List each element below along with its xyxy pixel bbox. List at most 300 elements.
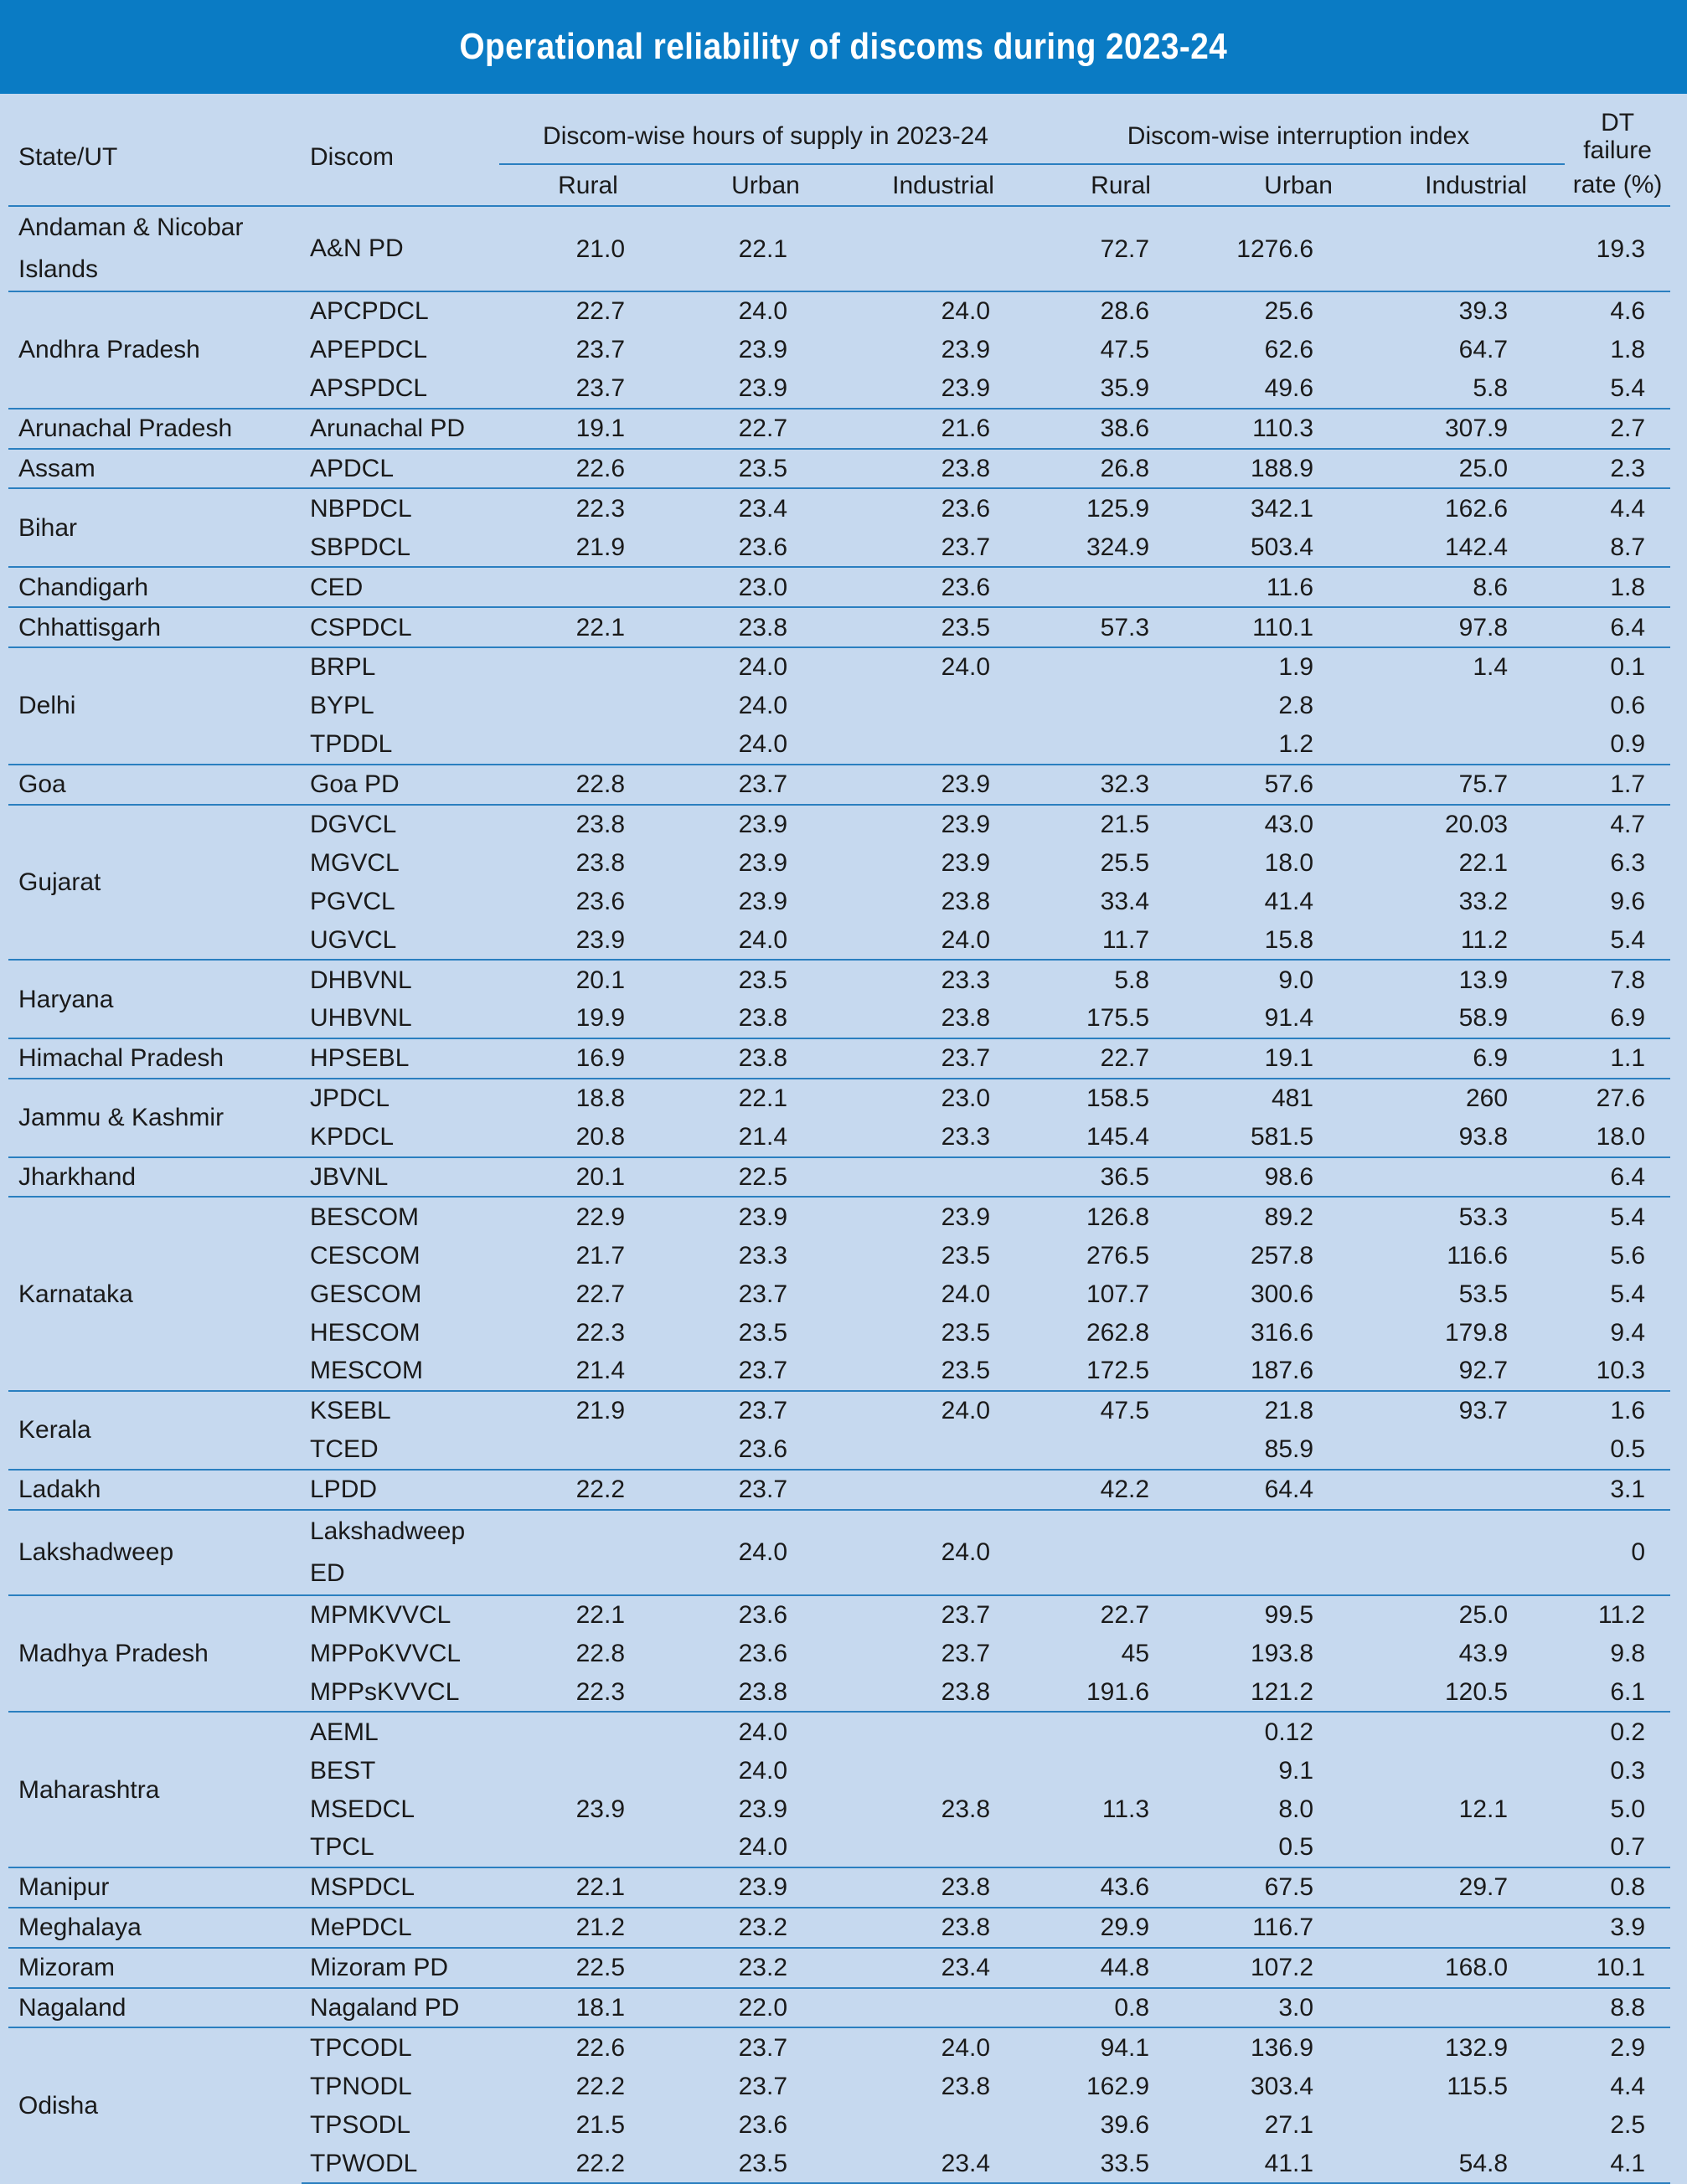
- interruption-rural-cell: 276.5: [1086, 1241, 1150, 1270]
- interruption-industrial-cell: 25.0: [1387, 449, 1565, 489]
- interruption-rural-cell: 145.4: [1086, 1123, 1150, 1151]
- interruption-industrial-cell: 1.4: [1387, 647, 1565, 687]
- interruption-rural-cell: 36.5: [1032, 1157, 1210, 1198]
- interruption-industrial-cell: 260: [1387, 1079, 1565, 1118]
- dt-failure-rate-cell: 5.4: [1610, 374, 1646, 403]
- state-cell: [8, 488, 302, 567]
- discom-cell: [302, 2105, 499, 2144]
- discom-name: Nagaland PD: [310, 1993, 460, 2022]
- supply-industrial-cell: 23.8: [854, 1908, 1032, 1948]
- interruption-urban-cell: 107.2: [1210, 1948, 1387, 1988]
- interruption-urban-cell: 116.7: [1210, 1908, 1387, 1948]
- interruption-urban-cell: 89.2: [1210, 1197, 1387, 1236]
- supply-rural-cell: 23.7: [575, 336, 625, 364]
- state-cell: [8, 1470, 302, 1510]
- header-interruption-industrial: Industrial: [1387, 164, 1565, 206]
- discom-name: CSPDCL: [310, 613, 412, 641]
- discom-name: A&N PD: [310, 234, 404, 262]
- interruption-industrial-cell: [1387, 206, 1565, 291]
- interruption-industrial-cell: 116.6: [1447, 1241, 1509, 1270]
- discom-name: NBPDCL: [310, 494, 412, 523]
- interruption-industrial-cell: 22.1: [1458, 848, 1509, 877]
- interruption-rural-cell: 26.8: [1032, 449, 1210, 489]
- table-row: [8, 1197, 1670, 1236]
- supply-urban-cell: 23.6: [738, 1639, 787, 1667]
- table-row: [8, 607, 1670, 647]
- dt-failure-rate-cell: 6.9: [1610, 1004, 1646, 1033]
- interruption-urban-cell: 8.0: [1278, 1795, 1314, 1823]
- discom-cell: [302, 1867, 499, 1908]
- supply-industrial-cell: 23.9: [854, 765, 1032, 805]
- supply-urban-cell: 24.0: [738, 925, 787, 954]
- supply-industrial-cell: 23.9: [854, 805, 1032, 844]
- supply-industrial-cell: 24.0: [854, 291, 1032, 331]
- discom-cell: [302, 1157, 499, 1198]
- state-cell: [8, 1391, 302, 1470]
- discom-cell: [302, 843, 499, 882]
- discom-cell: [302, 607, 499, 647]
- supply-rural-cell: 21.9: [575, 533, 625, 561]
- discom-name: TPCL: [310, 1833, 374, 1862]
- state-cell: [8, 1079, 302, 1157]
- dt-failure-rate-cell: 18.0: [1596, 1123, 1646, 1151]
- interruption-rural-cell: 5.8: [1032, 960, 1210, 999]
- supply-industrial-cell: [854, 687, 1032, 725]
- supply-urban-cell: 23.4: [677, 488, 854, 528]
- interruption-rural-cell: 158.5: [1032, 1079, 1210, 1118]
- interruption-urban-cell: 11.6: [1210, 567, 1387, 607]
- interruption-industrial-cell: 12.1: [1458, 1795, 1509, 1823]
- supply-rural-cell: [499, 647, 677, 687]
- interruption-rural-cell: [1032, 1430, 1210, 1470]
- dt-failure-rate-cell: 0.6: [1610, 692, 1646, 720]
- dt-failure-rate-cell: 4.4: [1565, 488, 1670, 528]
- discom-cell: [302, 1038, 499, 1079]
- discom-name: KSEBL: [310, 1397, 391, 1425]
- interruption-rural-cell: 11.7: [1101, 925, 1150, 954]
- interruption-industrial-cell: 13.9: [1387, 960, 1565, 999]
- supply-rural-cell: 22.3: [575, 1318, 625, 1347]
- supply-urban-cell: 24.0: [738, 1756, 787, 1785]
- interruption-urban-cell: 110.1: [1210, 607, 1387, 647]
- supply-urban-cell: 23.8: [677, 607, 854, 647]
- interruption-industrial-cell: 53.3: [1387, 1197, 1565, 1236]
- supply-industrial-cell: 23.6: [854, 567, 1032, 607]
- discom-cell: [302, 1790, 499, 1828]
- supply-urban-cell: 23.6: [738, 1435, 787, 1464]
- dt-failure-rate-cell: 0.3: [1610, 1756, 1646, 1785]
- dt-failure-rate-cell: 7.8: [1565, 960, 1670, 999]
- interruption-rural-cell: 324.9: [1086, 533, 1150, 561]
- interruption-urban-cell: 342.1: [1210, 488, 1387, 528]
- supply-industrial-cell: 23.5: [854, 607, 1032, 647]
- interruption-industrial-cell: 5.8: [1473, 374, 1509, 403]
- supply-urban-cell: 23.9: [738, 887, 787, 915]
- discom-cell: [302, 1751, 499, 1790]
- discom-cell: [302, 331, 499, 369]
- state-name: Jammu & Kashmir: [18, 1104, 224, 1132]
- discom-cell: [302, 2144, 499, 2183]
- interruption-industrial-cell: 179.8: [1444, 1318, 1509, 1347]
- interruption-urban-cell: 187.6: [1250, 1357, 1314, 1385]
- supply-urban-cell: 23.6: [677, 1595, 854, 1635]
- interruption-rural-cell: [1032, 647, 1210, 687]
- supply-industrial-cell: 23.8: [941, 1795, 991, 1823]
- state-name: Odisha: [18, 2092, 99, 2120]
- discom-name: BESCOM: [310, 1203, 420, 1231]
- header-supply-rural: Rural: [499, 164, 677, 206]
- interruption-urban-cell: 67.5: [1210, 1867, 1387, 1908]
- discom-cell: [302, 2067, 499, 2105]
- supply-urban-cell: 22.0: [677, 1988, 854, 2028]
- state-cell: [8, 1867, 302, 1908]
- dt-failure-rate-cell: 0.1: [1565, 647, 1670, 687]
- state-cell: [8, 1197, 302, 1390]
- interruption-rural-cell: 35.9: [1100, 374, 1150, 403]
- interruption-rural-cell: 0.8: [1032, 1988, 1210, 2028]
- interruption-urban-cell: 481: [1210, 1079, 1387, 1118]
- supply-rural-cell: 20.1: [499, 1157, 677, 1198]
- dt-failure-rate-cell: 10.1: [1565, 1948, 1670, 1988]
- state-cell: [8, 1988, 302, 2028]
- interruption-urban-cell: 0.12: [1210, 1712, 1387, 1751]
- discom-cell: [302, 765, 499, 805]
- page-title: Operational reliability of discoms during 2023-24: [459, 26, 1228, 67]
- interruption-urban-cell: 1276.6: [1210, 206, 1387, 291]
- state-name: Madhya Pradesh: [18, 1639, 209, 1667]
- supply-urban-cell: 23.9: [677, 1197, 854, 1236]
- supply-urban-cell: 23.7: [677, 1470, 854, 1510]
- discom-name: DHBVNL: [310, 966, 412, 994]
- dt-failure-rate-cell: 9.8: [1610, 1639, 1646, 1667]
- state-name: Maharashtra: [18, 1775, 160, 1804]
- header-interruption-rural: Rural: [1032, 164, 1210, 206]
- supply-rural-cell: 22.2: [499, 1470, 677, 1510]
- supply-industrial-cell: [854, 1751, 1032, 1790]
- supply-industrial-cell: [854, 206, 1032, 291]
- table-row: [8, 1079, 1670, 1118]
- supply-rural-cell: 16.9: [499, 1038, 677, 1079]
- supply-industrial-cell: [854, 2105, 1032, 2144]
- interruption-industrial-cell: [1387, 1712, 1565, 1751]
- state-name: Delhi: [18, 692, 76, 720]
- supply-industrial-cell: 23.0: [854, 1079, 1032, 1118]
- interruption-rural-cell: 44.8: [1032, 1948, 1210, 1988]
- table-row: [8, 567, 1670, 607]
- interruption-rural-cell: 191.6: [1086, 1677, 1150, 1706]
- supply-industrial-cell: 23.5: [941, 1357, 991, 1385]
- interruption-rural-cell: 38.6: [1032, 409, 1210, 449]
- interruption-rural-cell: 43.6: [1032, 1867, 1210, 1908]
- state-name: Lakshadweep: [18, 1538, 174, 1566]
- supply-industrial-cell: 23.8: [941, 887, 991, 915]
- supply-industrial-cell: 23.7: [854, 1595, 1032, 1635]
- discom-name: BEST: [310, 1756, 376, 1785]
- header-interruption-group: Discom-wise interruption index: [1032, 94, 1565, 164]
- interruption-rural-cell: 39.6: [1100, 2110, 1150, 2139]
- dt-failure-rate-cell: 1.7: [1565, 765, 1670, 805]
- supply-rural-cell: 22.7: [575, 1280, 625, 1308]
- table-row: [8, 1510, 1670, 1595]
- discom-cell: [302, 1236, 499, 1275]
- discom-cell: [302, 687, 499, 725]
- dt-failure-rate-cell: 1.8: [1565, 567, 1670, 607]
- interruption-rural-cell: 11.3: [1101, 1795, 1150, 1823]
- supply-urban-cell: 22.1: [677, 1079, 854, 1118]
- supply-urban-cell: 24.0: [677, 291, 854, 331]
- header-interruption-urban: Urban: [1210, 164, 1387, 206]
- state-cell: [8, 1510, 302, 1595]
- supply-urban-cell: 23.7: [738, 1280, 787, 1308]
- interruption-rural-cell: 33.4: [1100, 887, 1150, 915]
- discom-cell: [302, 2027, 499, 2067]
- supply-industrial-cell: [854, 1828, 1032, 1867]
- table-row: [8, 1157, 1670, 1198]
- table-row: [8, 1908, 1670, 1948]
- interruption-urban-cell: 136.9: [1210, 2027, 1387, 2067]
- discom-name: JBVNL: [310, 1163, 389, 1192]
- supply-rural-cell: [499, 1712, 677, 1751]
- discom-name: DGVCL: [310, 811, 397, 839]
- discom-name: TPCODL: [310, 2033, 412, 2062]
- supply-rural-cell: 21.5: [575, 2110, 625, 2139]
- supply-industrial-cell: 24.0: [941, 925, 991, 954]
- supply-rural-cell: 23.9: [575, 1795, 625, 1823]
- state-cell: [8, 1157, 302, 1198]
- supply-urban-cell: 23.8: [677, 1038, 854, 1079]
- discom-name: TPSODL: [310, 2110, 411, 2139]
- interruption-urban-cell: 18.0: [1264, 848, 1314, 877]
- supply-industrial-cell: 23.8: [941, 1004, 991, 1033]
- state-name: Goa: [18, 770, 66, 799]
- interruption-rural-cell: 172.5: [1086, 1357, 1150, 1385]
- interruption-urban-cell: 85.9: [1264, 1435, 1314, 1464]
- supply-industrial-cell: 23.9: [941, 848, 991, 877]
- supply-rural-cell: 21.9: [499, 1391, 677, 1430]
- interruption-industrial-cell: 162.6: [1387, 488, 1565, 528]
- supply-rural-cell: 22.1: [499, 1595, 677, 1635]
- interruption-urban-cell: 41.4: [1264, 887, 1314, 915]
- discom-cell: [302, 1948, 499, 1988]
- interruption-industrial-cell: 97.8: [1387, 607, 1565, 647]
- dt-failure-rate-cell: 4.6: [1565, 291, 1670, 331]
- discom-name: SBPDCL: [310, 533, 411, 561]
- state-cell: [8, 1038, 302, 1079]
- interruption-rural-cell: 22.7: [1032, 1038, 1210, 1079]
- table-row: [8, 1948, 1670, 1988]
- interruption-urban-cell: [1210, 1510, 1387, 1595]
- interruption-rural-cell: 94.1: [1032, 2027, 1210, 2067]
- supply-rural-cell: [499, 1828, 677, 1867]
- interruption-rural-cell: 262.8: [1086, 1318, 1150, 1347]
- supply-rural-cell: 23.8: [499, 805, 677, 844]
- supply-rural-cell: 22.2: [499, 2144, 677, 2183]
- interruption-industrial-cell: 43.9: [1458, 1639, 1509, 1667]
- discom-cell: [302, 1430, 499, 1470]
- discom-name: TPNODL: [310, 2072, 412, 2100]
- supply-rural-cell: [499, 1751, 677, 1790]
- discom-cell: [302, 1908, 499, 1948]
- discom-name: LPDD: [310, 1476, 378, 1504]
- dt-failure-rate-cell: 8.8: [1565, 1988, 1670, 2028]
- supply-urban-cell: 23.9: [677, 1867, 854, 1908]
- supply-industrial-cell: [854, 1157, 1032, 1198]
- interruption-industrial-cell: 58.9: [1458, 1004, 1509, 1033]
- interruption-rural-cell: 28.6: [1032, 291, 1210, 331]
- supply-rural-cell: 21.2: [499, 1908, 677, 1948]
- discom-cell: [302, 1391, 499, 1430]
- discom-name: TCED: [310, 1435, 379, 1464]
- supply-urban-cell: 23.2: [677, 1908, 854, 1948]
- dt-failure-rate-cell: 0.9: [1610, 730, 1646, 759]
- interruption-urban-cell: 121.2: [1250, 1677, 1314, 1706]
- discom-cell: [302, 1197, 499, 1236]
- interruption-industrial-cell: 75.7: [1387, 765, 1565, 805]
- supply-industrial-cell: 23.7: [941, 1639, 991, 1667]
- dt-failure-rate-cell: 8.7: [1610, 533, 1646, 561]
- header-dt-line1: DT failure: [1583, 109, 1652, 164]
- state-name: Mizoram: [18, 1954, 116, 1982]
- supply-rural-cell: 22.7: [499, 291, 677, 331]
- supply-urban-cell: 23.7: [677, 1391, 854, 1430]
- interruption-rural-cell: [1032, 567, 1210, 607]
- supply-rural-cell: 19.9: [575, 1004, 625, 1033]
- supply-industrial-cell: 23.8: [854, 449, 1032, 489]
- interruption-rural-cell: 107.7: [1086, 1280, 1150, 1308]
- state-cell: [8, 291, 302, 409]
- supply-rural-cell: 21.7: [575, 1241, 625, 1270]
- interruption-rural-cell: 32.3: [1032, 765, 1210, 805]
- interruption-industrial-cell: 33.2: [1458, 887, 1509, 915]
- interruption-industrial-cell: [1387, 1470, 1565, 1510]
- supply-urban-cell: 23.7: [677, 765, 854, 805]
- dt-failure-rate-cell: 0: [1565, 1510, 1670, 1595]
- header-supply-urban: Urban: [677, 164, 854, 206]
- supply-rural-cell: 18.8: [499, 1079, 677, 1118]
- dt-failure-rate-cell: 10.3: [1596, 1357, 1646, 1385]
- state-name: Ladakh: [18, 1476, 101, 1504]
- header-state: State/UT: [18, 143, 118, 171]
- dt-failure-rate-cell: 4.4: [1610, 2072, 1646, 2100]
- discom-name: TPWODL: [310, 2149, 418, 2177]
- supply-rural-cell: 18.1: [499, 1988, 677, 2028]
- interruption-rural-cell: [1032, 1828, 1210, 1867]
- supply-rural-cell: 22.8: [499, 765, 677, 805]
- supply-rural-cell: [499, 1510, 677, 1595]
- interruption-urban-cell: 64.4: [1210, 1470, 1387, 1510]
- interruption-urban-cell: 257.8: [1250, 1241, 1314, 1270]
- table-row: [8, 1712, 1670, 1751]
- discom-cell: [302, 1672, 499, 1712]
- interruption-urban-cell: 41.1: [1210, 2144, 1387, 2183]
- supply-urban-cell: 23.3: [738, 1241, 787, 1270]
- table-row: [8, 1391, 1670, 1430]
- discom-cell: [302, 291, 499, 331]
- interruption-industrial-cell: 93.7: [1387, 1391, 1565, 1430]
- interruption-industrial-cell: [1387, 1988, 1565, 2028]
- dt-failure-rate-cell: 5.4: [1565, 1197, 1670, 1236]
- dt-failure-rate-cell: 1.8: [1610, 336, 1646, 364]
- discom-name: HESCOM: [310, 1318, 420, 1347]
- dt-failure-rate-cell: 2.9: [1565, 2027, 1670, 2067]
- supply-industrial-cell: 23.7: [854, 1038, 1032, 1079]
- table-row: [8, 647, 1670, 687]
- state-name: Chhattisgarh: [18, 613, 162, 641]
- interruption-urban-cell: 300.6: [1250, 1280, 1314, 1308]
- supply-urban-cell: 23.5: [677, 449, 854, 489]
- header-supply-group: Discom-wise hours of supply in 2023-24: [499, 94, 1032, 164]
- dt-failure-rate-cell: 6.4: [1565, 607, 1670, 647]
- supply-industrial-cell: 24.0: [854, 1510, 1032, 1595]
- reliability-table: [8, 94, 1670, 2184]
- dt-failure-rate-cell: 9.4: [1610, 1318, 1646, 1347]
- discom-name: Lakshadweep ED: [310, 1517, 466, 1587]
- discom-cell: [302, 1313, 499, 1352]
- discom-name: AEML: [310, 1718, 379, 1746]
- supply-industrial-cell: 23.3: [854, 960, 1032, 999]
- interruption-urban-cell: 503.4: [1250, 533, 1314, 561]
- supply-industrial-cell: 23.4: [854, 2144, 1032, 2183]
- interruption-industrial-cell: 120.5: [1444, 1677, 1509, 1706]
- interruption-rural-cell: 47.5: [1100, 336, 1150, 364]
- supply-urban-cell: 23.9: [738, 374, 787, 403]
- supply-urban-cell: 23.5: [677, 2144, 854, 2183]
- discom-name: GESCOM: [310, 1280, 422, 1308]
- interruption-rural-cell: 45: [1121, 1639, 1150, 1667]
- dt-failure-rate-cell: 2.5: [1610, 2110, 1646, 2139]
- dt-failure-rate-cell: 5.4: [1610, 925, 1646, 954]
- dt-failure-rate-cell: 0.5: [1610, 1435, 1646, 1464]
- supply-rural-cell: [499, 725, 677, 765]
- interruption-industrial-cell: 92.7: [1458, 1357, 1509, 1385]
- supply-rural-cell: 22.3: [499, 488, 677, 528]
- supply-urban-cell: 23.9: [677, 805, 854, 844]
- discom-name: Mizoram PD: [310, 1954, 449, 1982]
- supply-urban-cell: 23.0: [677, 567, 854, 607]
- supply-rural-cell: 19.1: [499, 409, 677, 449]
- discom-name: APSPDCL: [310, 374, 428, 403]
- supply-rural-cell: 22.5: [499, 1948, 677, 1988]
- table-row: [8, 409, 1670, 449]
- supply-industrial-cell: 23.9: [854, 1197, 1032, 1236]
- interruption-industrial-cell: [1387, 1510, 1565, 1595]
- discom-name: MESCOM: [310, 1357, 423, 1385]
- interruption-industrial-cell: [1387, 1828, 1565, 1867]
- interruption-industrial-cell: [1387, 687, 1565, 725]
- dt-failure-rate-cell: 1.6: [1565, 1391, 1670, 1430]
- supply-industrial-cell: 23.5: [941, 1241, 991, 1270]
- discom-name: MePDCL: [310, 1914, 412, 1942]
- discom-name: APCPDCL: [310, 297, 429, 326]
- interruption-rural-cell: 175.5: [1086, 1004, 1150, 1033]
- discom-cell: [302, 960, 499, 999]
- dt-failure-rate-cell: 11.2: [1565, 1595, 1670, 1635]
- interruption-industrial-cell: 8.6: [1387, 567, 1565, 607]
- dt-failure-rate-cell: 9.6: [1610, 887, 1646, 915]
- supply-urban-cell: 23.7: [738, 1357, 787, 1385]
- supply-industrial-cell: 23.8: [854, 1867, 1032, 1908]
- table-header: [8, 94, 1670, 206]
- dt-failure-rate-cell: 0.2: [1565, 1712, 1670, 1751]
- interruption-industrial-cell: [1387, 725, 1565, 765]
- supply-urban-cell: 23.5: [677, 960, 854, 999]
- interruption-rural-cell: [1032, 1510, 1210, 1595]
- supply-rural-cell: 21.4: [575, 1357, 625, 1385]
- discom-name: MPPoKVVCL: [310, 1639, 462, 1667]
- state-name: Himachal Pradesh: [18, 1044, 224, 1073]
- discom-cell: [302, 647, 499, 687]
- interruption-industrial-cell: 168.0: [1387, 1948, 1565, 1988]
